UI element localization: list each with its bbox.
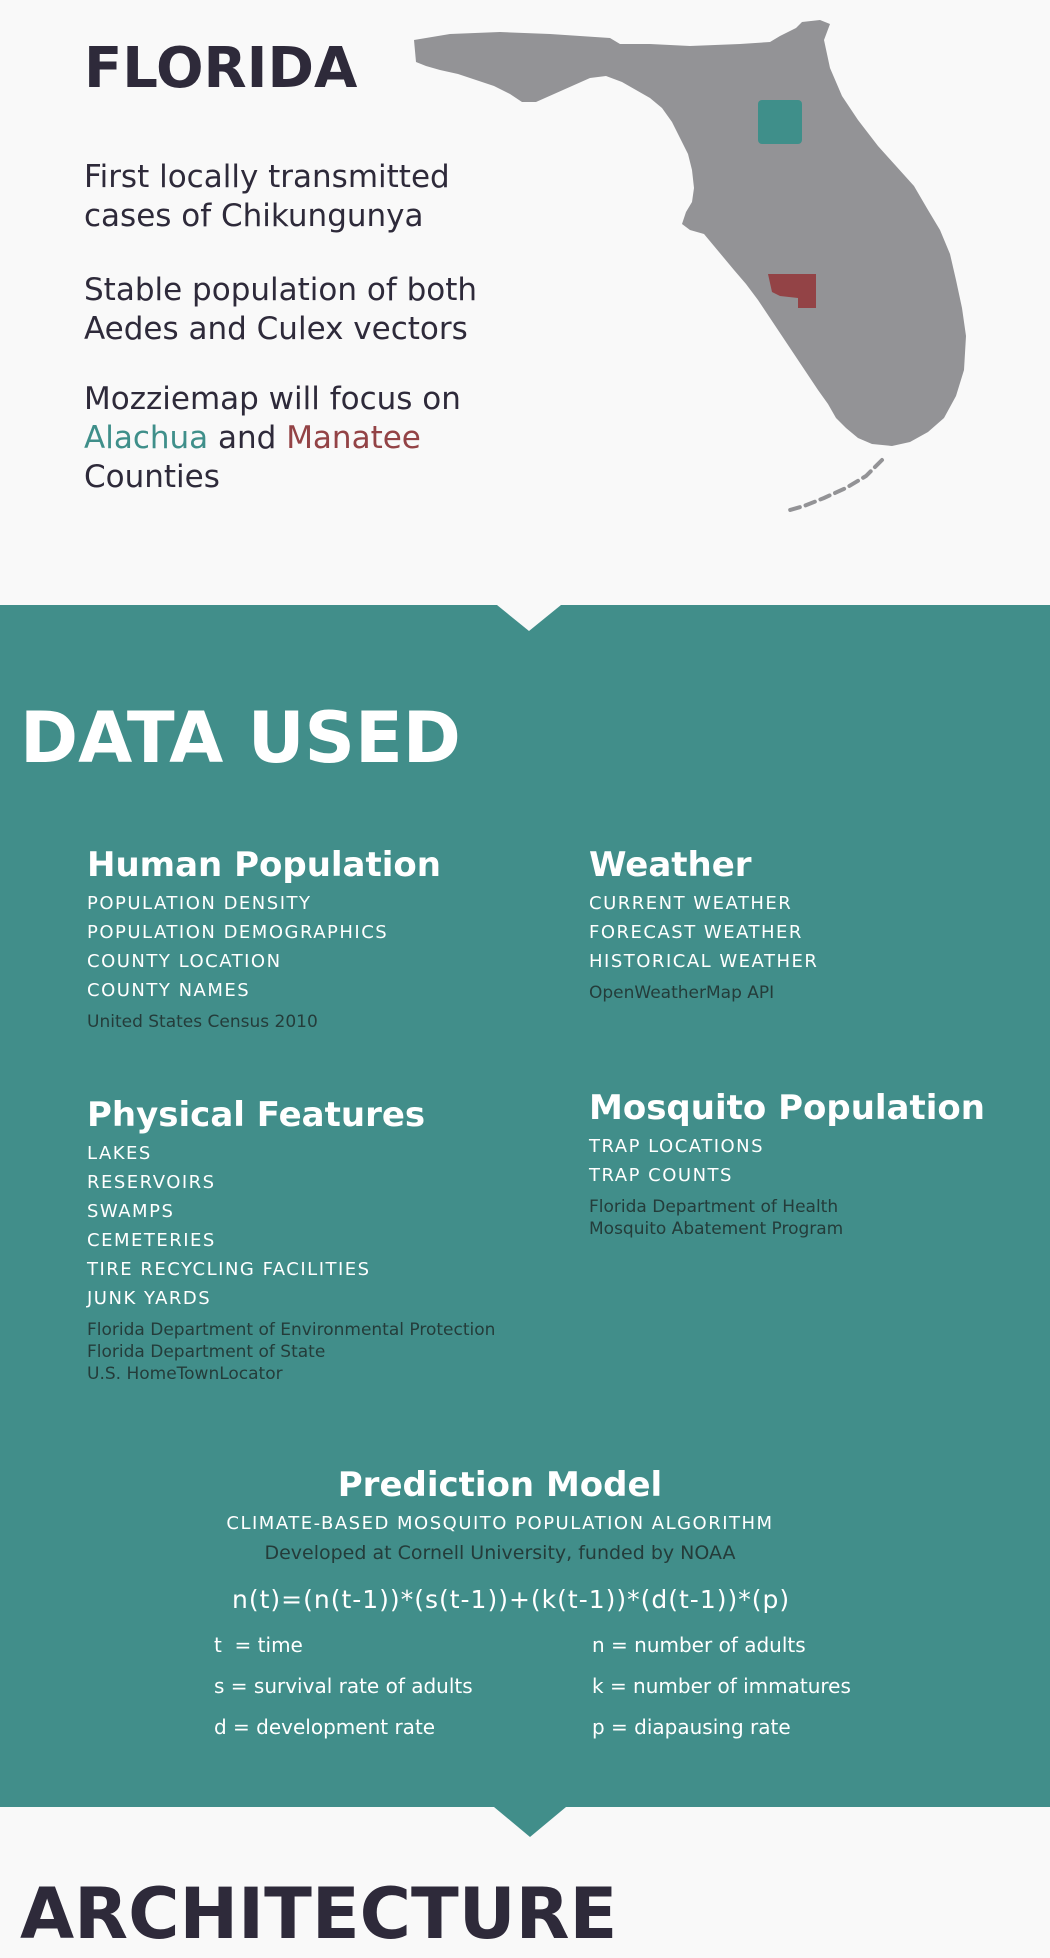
- prediction-model-block: [0, 1465, 1000, 1567]
- variable-definition: t = time: [214, 1633, 303, 1657]
- prediction-model-credit: Developed at Cornell University, funded by NOAA: [264, 1542, 736, 1564]
- data-source: [589, 1196, 985, 1240]
- list-item: RESERVOIRS: [87, 1172, 216, 1193]
- source-line: United States Census 2010: [87, 1012, 318, 1032]
- alachua-county-shape: [758, 100, 802, 144]
- section-pointer: [497, 605, 561, 631]
- prediction-model-subtitle: CLIMATE-BASED MOSQUITO POPULATION ALGORITHM: [226, 1513, 774, 1534]
- physical-features-list: [87, 1139, 495, 1313]
- physical-features-block: [87, 1095, 495, 1385]
- variable-definition: s = survival rate of adults: [214, 1674, 473, 1698]
- source-line: OpenWeatherMap API: [589, 983, 775, 1003]
- mosquito-population-block: [589, 1088, 985, 1240]
- data-source: [589, 982, 818, 1004]
- variable-definitions-right: [592, 1631, 851, 1754]
- manatee-county-label: Manatee: [286, 420, 421, 456]
- list-item: TRAP COUNTS: [589, 1165, 733, 1186]
- source-line: Mosquito Abatement Program: [589, 1219, 844, 1239]
- list-item: LAKES: [87, 1143, 152, 1164]
- weather-heading: Weather: [589, 845, 752, 885]
- list-item: POPULATION DEMOGRAPHICS: [87, 922, 389, 943]
- list-item: POPULATION DENSITY: [87, 893, 312, 914]
- florida-title: FLORIDA: [84, 36, 358, 101]
- variable-definition: k = number of immatures: [592, 1674, 851, 1698]
- architecture-section: [0, 1807, 1050, 1958]
- source-line: Florida Department of State: [87, 1342, 326, 1362]
- source-line: Florida Department of Health: [589, 1197, 839, 1217]
- florida-map-icon: [410, 18, 970, 518]
- counties-text: Counties: [84, 459, 220, 495]
- source-line: Florida Department of Environmental Protection: [87, 1320, 496, 1340]
- list-item: CEMETERIES: [87, 1230, 216, 1251]
- data-used-section: [0, 605, 1050, 1807]
- data-source: [87, 1319, 495, 1385]
- human-population-block: [87, 845, 441, 1033]
- human-population-heading: Human Population: [87, 845, 441, 885]
- florida-state-shape: [414, 20, 966, 446]
- section-pointer: [494, 1807, 566, 1837]
- data-used-title: DATA USED: [20, 697, 461, 779]
- list-item: COUNTY NAMES: [87, 980, 251, 1001]
- human-population-list: [87, 889, 441, 1005]
- data-source: [87, 1011, 441, 1033]
- list-item: SWAMPS: [87, 1201, 175, 1222]
- variable-definitions-left: [214, 1631, 473, 1754]
- list-item: FORECAST WEATHER: [589, 922, 803, 943]
- paragraph-line: Stable population of both: [84, 272, 478, 308]
- physical-features-heading: Physical Features: [87, 1095, 426, 1135]
- prediction-model-heading: Prediction Model: [337, 1465, 663, 1505]
- variable-definition: n = number of adults: [592, 1633, 806, 1657]
- paragraph-line: Mozziemap will focus on: [84, 381, 461, 417]
- list-item: JUNK YARDS: [87, 1288, 212, 1309]
- and-text: and: [208, 420, 287, 456]
- weather-block: [589, 845, 818, 1004]
- alachua-county-label: Alachua: [84, 420, 209, 456]
- variable-definition: p = diapausing rate: [592, 1715, 791, 1739]
- prediction-formula: n(t)=(n(t-1))*(s(t-1))+(k(t-1))*(d(t-1))*(p): [232, 1585, 791, 1614]
- mosquito-population-heading: Mosquito Population: [589, 1088, 985, 1128]
- florida-section: [0, 0, 1050, 605]
- paragraph-line: First locally transmitted: [84, 159, 450, 195]
- list-item: HISTORICAL WEATHER: [589, 951, 819, 972]
- florida-keys-shape: [790, 460, 882, 510]
- mosquito-population-list: [589, 1132, 985, 1190]
- list-item: COUNTY LOCATION: [87, 951, 282, 972]
- paragraph-line: cases of Chikungunya: [84, 198, 424, 234]
- variable-definition: d = development rate: [214, 1715, 436, 1739]
- list-item: TIRE RECYCLING FACILITIES: [87, 1259, 371, 1280]
- architecture-title: ARCHITECTURE: [20, 1873, 618, 1955]
- list-item: TRAP LOCATIONS: [589, 1136, 765, 1157]
- source-line: U.S. HomeTownLocator: [87, 1364, 283, 1384]
- list-item: CURRENT WEATHER: [589, 893, 793, 914]
- weather-list: [589, 889, 818, 976]
- paragraph-line: Aedes and Culex vectors: [84, 311, 468, 347]
